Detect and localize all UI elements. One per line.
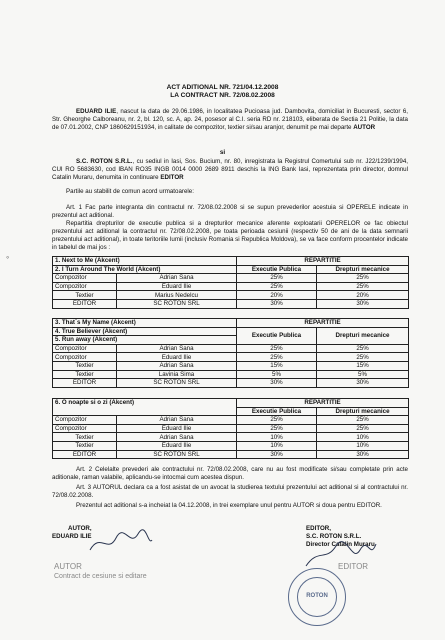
article-1: Art. 1 Fac parte integranta din contractul nr. 72/08.02.2008 si se supun prevederilor acestuia si OPERELE indicate in prezentul act aditional. [52, 204, 408, 219]
role-cell: Compozitor [53, 416, 117, 425]
stamp-text: ROTON [306, 593, 328, 600]
song-title: 1. Next to Me (Akcent) [53, 257, 237, 266]
mecanice-cell: 10% [317, 441, 409, 450]
role-cell: Compozitor [53, 274, 117, 283]
mecanice-cell: 25% [317, 274, 409, 283]
mecanice-cell: 30% [317, 299, 409, 308]
contract-title: LA CONTRACT NR. 72/08.02.2008 [170, 92, 275, 99]
table-row [53, 361, 409, 370]
repartition-table-1 [52, 256, 409, 309]
mecanice-cell: 25% [317, 416, 409, 425]
mecanice-cell: 25% [317, 424, 409, 433]
author-print-name: AUTOR [54, 562, 82, 571]
author-signature-scribble [86, 528, 156, 558]
company-role: EDITOR [160, 173, 184, 181]
name-cell: Adrian Sana [117, 361, 237, 370]
author-paragraph [52, 108, 408, 132]
mecanice-cell: 15% [317, 361, 409, 370]
role-cell: Textier [53, 370, 117, 379]
author-caption: Contract de cesiune si editare [54, 573, 147, 580]
role-cell: EDITOR [53, 299, 117, 308]
editor-print-name: EDITOR [338, 562, 369, 571]
mecanice-header: Drepturi mecanice [317, 407, 409, 416]
executie-cell: 10% [237, 441, 317, 450]
role-cell: Textier [53, 361, 117, 370]
author-signature-name: EDUARD ILIE [52, 533, 92, 540]
executie-cell: 25% [237, 274, 317, 283]
name-cell: SC ROTON SRL [117, 379, 237, 388]
role-cell: Compozitor [53, 424, 117, 433]
repartitie-header: REPARTITIE [237, 257, 409, 266]
role-cell: Compozitor [53, 353, 117, 362]
stamp-inner-ring [297, 577, 337, 617]
author-signature-label: AUTOR, [68, 525, 92, 532]
table-row [53, 282, 409, 291]
mecanice-cell: 30% [317, 450, 409, 459]
agreement-line: Partile au stabilit de comun acord urmatoarele: [66, 188, 194, 195]
act-title: ACT ADITIONAL NR. 721/04.12.2008 [166, 84, 279, 91]
repartitie-header: REPARTITIE [237, 319, 409, 328]
name-cell: Eduard Ilie [117, 441, 237, 450]
executie-cell: 25% [237, 344, 317, 353]
executie-header: Executie Publica [237, 327, 317, 344]
mecanice-cell: 20% [317, 291, 409, 300]
role-cell: Textier [53, 291, 117, 300]
mecanice-cell: 5% [317, 370, 409, 379]
company-details: , cu sediul in Iasi, Sos. Bucium, nr. 80, inregistrata la Registrul Comertului sub nr. J22/1239/1994, CUI RO 5683630, cod IBAN RO35 INGB 0014 0000 2689 8911 deschis la ING Bank Iasi, reprezentata prin director, domnul Catalin Muraru, denumita in continuare [52, 158, 409, 181]
editor-company: S.C. ROTON S.R.L. [306, 533, 362, 540]
role-cell: EDITOR [53, 450, 117, 459]
article-1-detail: Repartitia drepturilor de executie publica si a drepturilor mecanice aferente exploatarii OPERELOR ce fac obiectul prezentului act aditional la contractul nr. 72/08.02.2008, pe toata perioada cesiunii (respectiv 50 de ani de la data semnarii prezentului act aditional), in toate teritoriile lumii (inclusiv Romania si Republica Moldova), se va face conform procentelor indicate in tabelul de mai jos : [52, 220, 408, 251]
name-cell: SC ROTON SRL [117, 299, 237, 308]
name-cell: Eduard Ilie [117, 353, 237, 362]
table-row [53, 379, 409, 388]
name-cell: Lavinia Sima [117, 370, 237, 379]
company-paragraph [52, 158, 408, 182]
mecanice-header: Drepturi mecanice [317, 327, 409, 344]
table-row [53, 433, 409, 442]
table-row [53, 353, 409, 362]
punch-hole-mark: ◦ [6, 252, 10, 262]
executie-cell: 5% [237, 370, 317, 379]
table-row [53, 291, 409, 300]
table-row [53, 416, 409, 425]
author-details: , nascut la data de 29.06.1986, in localitatea Pucioasa jud. Dambovita, domiciliat in Bucuresti, sector 6, Str. Gheorghe Calboreanu, nr. 2, bl. 120, sc. A, ap. 24, posesor al C.I. seria RD nr. 218103, eliberata de Sectia 21 Politie, la data de 07.01.2002, CNP 1860629151934, in calitate de compozitor, textier si/sau aranjor, denumit pe mai departe [52, 108, 408, 131]
name-cell: Eduard Ilie [117, 282, 237, 291]
table-row [53, 370, 409, 379]
editor-director: Director Catalin Muraru [306, 541, 375, 548]
repartition-table-2 [52, 318, 409, 388]
song-title: 2. I Turn Around The World (Akcent) [53, 265, 237, 274]
mecanice-header: Drepturi mecanice [317, 265, 409, 274]
song-title: 4. True Believer (Akcent) [53, 327, 237, 336]
name-cell: Eduard Ilie [117, 424, 237, 433]
name-cell: Marius Nedelcu [117, 291, 237, 300]
role-cell: Compozitor [53, 344, 117, 353]
executie-cell: 10% [237, 433, 317, 442]
mecanice-cell: 10% [317, 433, 409, 442]
table-row [53, 344, 409, 353]
mecanice-cell: 30% [317, 379, 409, 388]
mecanice-cell: 25% [317, 353, 409, 362]
name-cell: SC ROTON SRL [117, 450, 237, 459]
executie-cell: 25% [237, 353, 317, 362]
role-cell: Textier [53, 433, 117, 442]
table-row [53, 424, 409, 433]
author-name: EDUARD ILIE [76, 108, 117, 115]
name-cell: Adrian Sana [117, 274, 237, 283]
conjunction: si [219, 149, 226, 156]
role-cell: Textier [53, 441, 117, 450]
mecanice-cell: 25% [317, 344, 409, 353]
repartition-table-3 [52, 398, 409, 459]
executie-header: Executie Publica [237, 265, 317, 274]
author-role: AUTOR [353, 123, 376, 131]
executie-cell: 30% [237, 299, 317, 308]
song-title: 6. O noapte si o zi (Akcent) [53, 399, 237, 416]
role-cell: Compozitor [53, 282, 117, 291]
repartitie-header: REPARTITIE [237, 399, 409, 408]
editor-signature-label: EDITOR, [306, 525, 331, 532]
table-row [53, 274, 409, 283]
executie-cell: 15% [237, 361, 317, 370]
table-row [53, 299, 409, 308]
closing-paragraph: Prezentul act aditional s-a incheiat la 04.12.2008, in trei exemplare unul pentru AUTOR si doua pentru EDITOR. [76, 502, 382, 509]
table-row [53, 441, 409, 450]
executie-cell: 25% [237, 282, 317, 291]
article-2: Art. 2 Celelalte prevederi ale contractului nr. 72/08.02.2008, care nu au fost modificate si/sau completate prin acte aditionale, raman valabile, aplicandu-se intocmai cum acestea dispun. [52, 466, 408, 481]
company-stamp [288, 568, 346, 626]
mecanice-cell: 25% [317, 282, 409, 291]
company-name: S.C. ROTON S.R.L. [76, 158, 133, 165]
role-cell: EDITOR [53, 379, 117, 388]
executie-header: Executie Publica [237, 407, 317, 416]
song-title: 5. Run away (Akcent) [53, 336, 237, 345]
executie-cell: 30% [237, 450, 317, 459]
article-3: Art. 3 AUTORUL declara ca a fost asistat de un avocat la studierea textului prezentului act aditional si al contractului nr. 72/08.02.2008. [52, 484, 408, 499]
name-cell: Adrian Sana [117, 344, 237, 353]
name-cell: Adrian Sana [117, 433, 237, 442]
executie-cell: 25% [237, 416, 317, 425]
executie-cell: 30% [237, 379, 317, 388]
name-cell: Adrian Sana [117, 416, 237, 425]
executie-cell: 25% [237, 424, 317, 433]
executie-cell: 20% [237, 291, 317, 300]
table-row [53, 450, 409, 459]
song-title: 3. That`s My Name (Akcent) [53, 319, 237, 328]
